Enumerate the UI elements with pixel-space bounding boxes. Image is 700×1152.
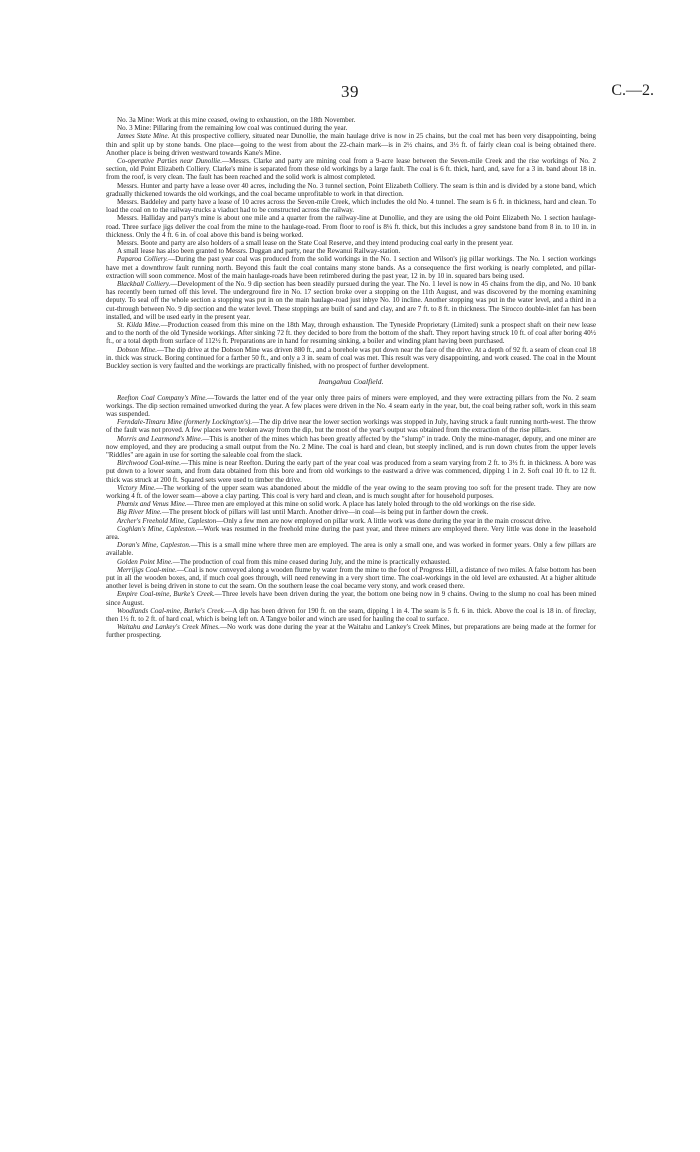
paragraph (106, 558, 596, 566)
paragraph (106, 132, 596, 157)
document-reference: C.—2. (611, 82, 654, 99)
paragraph-title: Morris and Learmond's Mine. (117, 434, 203, 443)
paragraph (106, 484, 596, 500)
paragraph-text: —Towards the latter end of the year only three pairs of miners were employed, and they were extracting pillars from the No. 2 seam workings. The dip section remained unworked during the year. A few places were driven in the No. 4 seam early in the year, but, the coal being rather soft, work in this seam was suspended. (106, 393, 597, 418)
paragraph-text: —This is another of the mines which has been greatly affected by the "slump" in trade. Only the mine-manager, deputy, and one miner are now employed, and they are producing a small output from the No. 2 Mine. The coal is hard and clean, but steeply inclined, and is run down chutes from the upper levels "Riddles" are again in use for sorting the saleable coal from the slack. (106, 434, 596, 459)
paragraph-text: —A dip has been driven for 190 ft. on the seam, dipping 1 in 4. The seam is 5 ft. 6 in. thick. Above the coal is 18 in. of fireclay, then 1½ ft. to 2 ft. of hard coal, which is being left on. A Tangye boiler and winch are used for hauling the coal to surface. (106, 606, 596, 623)
paragraph-text: —The working of the upper seam was abandoned about the middle of the year owing to the seam proving too soft for the present trade. They are now working 4 ft. of the lower seam—above a clay parting. This coal is very hard and clean, and is much sought after for household purposes. (106, 483, 596, 500)
paragraph (106, 247, 596, 255)
paragraph-text: Messrs. Baddeley and party have a lease of 10 acres across the Seven-mile Creek, which includes the old No. 4 tunnel. The seam is 6 ft. in thickness, hard and clean. To load the coal on to the railway-trucks a viaduct had to be constructed across the railway. (106, 198, 596, 215)
paragraph-text: Messrs. Hunter and party have a lease over 40 acres, including the No. 3 tunnel section, Point Elizabeth Colliery. The seam is thin and is divided by a stone band, which gradually thickened towards the old workings, and the coal became unprofitable to work in that direction. (106, 181, 596, 198)
paragraph-text: No. 3a Mine: Work at this mine ceased, owing to exhaustion, on the 18th November. (117, 116, 356, 124)
paragraph-title: Coghlan's Mine, Capleston. (117, 524, 197, 533)
paragraph (106, 459, 596, 484)
paragraph-text: —The present block of pillars will last until March. Another drive—in coal—is being put in farther down the creek. (161, 508, 489, 517)
paragraph-title: Woodlands Coal-mine, Burke's Creek. (117, 606, 226, 615)
paragraph (106, 566, 596, 591)
paragraph-title: Merrijigs Coal-mine. (117, 565, 177, 574)
paragraph (106, 525, 596, 541)
body-text (106, 116, 596, 640)
paragraph-title: James State Mine. (117, 132, 170, 141)
paragraph-title: Dobson Mine. (117, 345, 157, 354)
paragraph-title: Victory Mine. (117, 483, 156, 492)
paragraph-text: —Work was resumed in the freehold mine during the past year, and three miners are employed there. Very little was done in the leasehold area. (106, 524, 596, 541)
paragraph-text: —Only a few men are now employed on pillar work. A little work was done during the year in the main crosscut drive. (216, 516, 552, 525)
paragraph (106, 500, 596, 508)
paragraph-group-inangahua (106, 394, 596, 640)
paragraph-text: No. 3 Mine: Pillaring from the remaining low coal was continued during the year. (117, 124, 348, 133)
paragraph-text: At this prospective colliery, situated near Dunollie, the main haulage drive is now in 25 chains, but the coal met has been very disappointing, being thin and split up by stone bands. One place—going to the west from about the 22-chain mark—is in 2½ chains, and 3½ ft. of fairly clean coal is being obtained there. Another place is being driven westward towards Kane's Mine. (106, 132, 597, 157)
paragraph (106, 623, 596, 639)
paragraph-title: Phœnix and Venus Mine. (117, 500, 187, 509)
paragraph-text: A small lease has also been granted to Messrs. Duggan and party, near the Rewanui Railway-station. (117, 247, 401, 256)
paragraph (106, 182, 596, 198)
paragraph-title: Birchwood Coal-mine. (117, 459, 182, 468)
paragraph-text: —This is a small mine where three men are employed. The area is only a small one, and was worked in former years. Only a few pillars are available. (106, 541, 596, 558)
paragraph (106, 590, 596, 606)
paragraph-title: Paparoa Colliery. (117, 255, 169, 264)
paragraph-text: —Coal is now conveyed along a wooden flume by water from the mine to the foot of Progress Hill, a distance of two miles. A false bottom has been put in all the wooden boxes, and, if much coal goes through, will need renewing in a very short time. The coal-workings in the old level are exhausted. At a higher altitude another level is being driven in stone to cut the seam. On the southern lease the coal became very stony, and work ceased there. (106, 565, 596, 591)
paragraph-text: Messrs. Boote and party are also holders of a small lease on the State Coal Reserve, and they intend producing coal early in the present year. (117, 239, 514, 248)
paragraph (106, 418, 596, 434)
paragraph-text: —The production of coal from this mine ceased during July, and the mine is practically exhausted. (172, 557, 451, 566)
paragraph-title: Reefton Coal Company's Mine. (117, 393, 208, 402)
paragraph-text: —This mine is near Reefton. During the early part of the year coal was produced from a seam varying from 2 ft. to 3½ ft. in thickness. A bore was put down to a lower seam, and from data obtained from this bore and from old workings to the eastward a drive was commenced, dipping 1 in 2. Soft coal 10 ft. to 12 ft. thick was struck at 200 ft. Squared sets were used to timber the drive. (106, 459, 596, 484)
paragraph (106, 239, 596, 247)
page-header (0, 82, 700, 108)
paragraph-title: Ferndale-Timaru Mine (formerly Lockington's). (117, 418, 253, 427)
paragraph-title: Doran's Mine, Capleston. (117, 541, 191, 550)
paragraph (106, 198, 596, 214)
paragraph-text: —Development of the No. 9 dip section has been steadily pursued during the year. The No. 1 level is now in 45 chains from the dip, and No. 10 bank has recently been turned off this level. The underground fire in No. 17 section broke over a stopping on the 11th August, and was discovered by the morning examining deputy. To seal off the whole section a stopping was put in on the main haulage-road just inbye No. 10 incline. Another stopping was put in the water level, and a third in a cut-through between No. 9 dip section and the water level. These stoppings are built of sand and clay, and are 7 ft. to 8 ft. in thickness. The Sirocco double-inlet fan has been installed, and will be used early in the present year. (106, 280, 597, 321)
paragraph-text: —The dip drive near the lower section workings was stopped in July, having struck a fault running north-west. The throw of the fault was not proved. A few places were broken away from the dip, but the most of the year's output was obtained from the extraction of the rise pillars. (106, 418, 597, 435)
paragraph-text: —Messrs. Clarke and party are mining coal from a 9-acre lease between the Seven-mile Creek and the rise workings of No. 2 section, old Point Elizabeth Colliery. Clarke's mine is separated from these old workings by a large fault. The coal is 6 ft. thick, hard, and, save for a 3 in. band about 18 in. from the roof, is very clean. The fault has been reached and the solid work is almost completed. (106, 157, 596, 182)
paragraph (106, 280, 596, 321)
paragraph (106, 607, 596, 623)
paragraph-text: Messrs. Halliday and party's mine is about one mile and a quarter from the railway-line at Dunollie, and they are using the old Point Elizabeth No. 1 section haulage-road. Three surface jigs deliver the coal from the mine to the haulage-road. From floor to roof is 8¼ ft. thick, but this includes a grey sandstone band from 8 in. to 10 in. in thickness. Only the 4 ft. 6 in. of coal above this band is being worked. (106, 214, 596, 239)
paragraph-text: —Three levels have been driven during the year, the bottom one being now in 9 chains. Owing to the slump no coal has been mined since August. (106, 590, 596, 607)
paragraph-title: Big River Mine. (117, 508, 162, 517)
section-heading: Inangahua Coalfield. (318, 377, 384, 387)
paragraph-group-collieries (106, 116, 596, 370)
paragraph (106, 214, 596, 239)
paragraph-text: —During the past year coal was produced from the solid workings in the No. 1 section and Wilson's jig pillar workings. The No. 1 section workings have met a downthrow fault running north. Beyond this fault the coal contains many stone bands. As a consequence the first working is nearly completed, and pillar-extraction will soon commence. Most of the main haulage-roads have been retimbered during the past year, 12 in. by 10 in. squared bars being used. (106, 255, 596, 280)
paragraph-title: Blackball Colliery. (117, 280, 171, 289)
paragraph-title: St. Kilda Mine. (117, 321, 161, 330)
paragraph-text: —Production ceased from this mine on the 18th May, through exhaustion. The Tyneside Proprietary (Limited) sunk a prospect shaft on their new lease and to the north of the old Tyneside workings. After sinking 72 ft. they decided to bore from the bottom of the shaft. They report having struck 10 ft. of coal after boring 40½ ft., or a total depth from surface of 112½ ft. Preparations are in hand for resuming sinking, a boiler and winding plant having been purchased. (106, 321, 597, 346)
paragraph (106, 435, 596, 460)
paragraph-text: —The dip drive at the Dobson Mine was driven 880 ft., and a borehole was put down near the face of the drive. At a depth of 92 ft. a seam of clean coal 18 in. thick was struck. Boring continued for a farther 50 ft., and only a 3 in. seam of coal was met. This result was very disappointing, and work ceased. The coal in the Mount Buckley section is very faulted and the workings are practically finished, with no prospect of further development. (106, 345, 596, 371)
paragraph (106, 508, 596, 516)
paragraph (106, 394, 596, 419)
paragraph (106, 541, 596, 557)
paragraph (106, 116, 596, 124)
paragraph-text: —Three men are employed at this mine on solid work. A place has lately holed through to the old workings on the rise side. (186, 500, 536, 509)
paragraph (106, 124, 596, 132)
paragraph-title: Archer's Freehold Mine, Capleston (117, 516, 217, 525)
page-number: 39 (341, 82, 359, 101)
paragraph (106, 255, 596, 280)
paragraph-title: Golden Point Mine. (117, 557, 173, 566)
paragraph-title: Empire Coal-mine, Burke's Creek. (117, 590, 215, 599)
paragraph-text: —No work was done during the year at the Waitahu and Lankey's Creek Mines, but preparations are being made at the former for further prospecting. (106, 623, 596, 640)
paragraph (106, 157, 596, 182)
paragraph (106, 346, 596, 371)
paragraph (106, 517, 596, 525)
paragraph-title: Waitahu and Lankey's Creek Mines. (117, 623, 220, 632)
paragraph-title: Co-operative Parties near Dunollie. (117, 157, 223, 166)
paragraph (106, 321, 596, 346)
